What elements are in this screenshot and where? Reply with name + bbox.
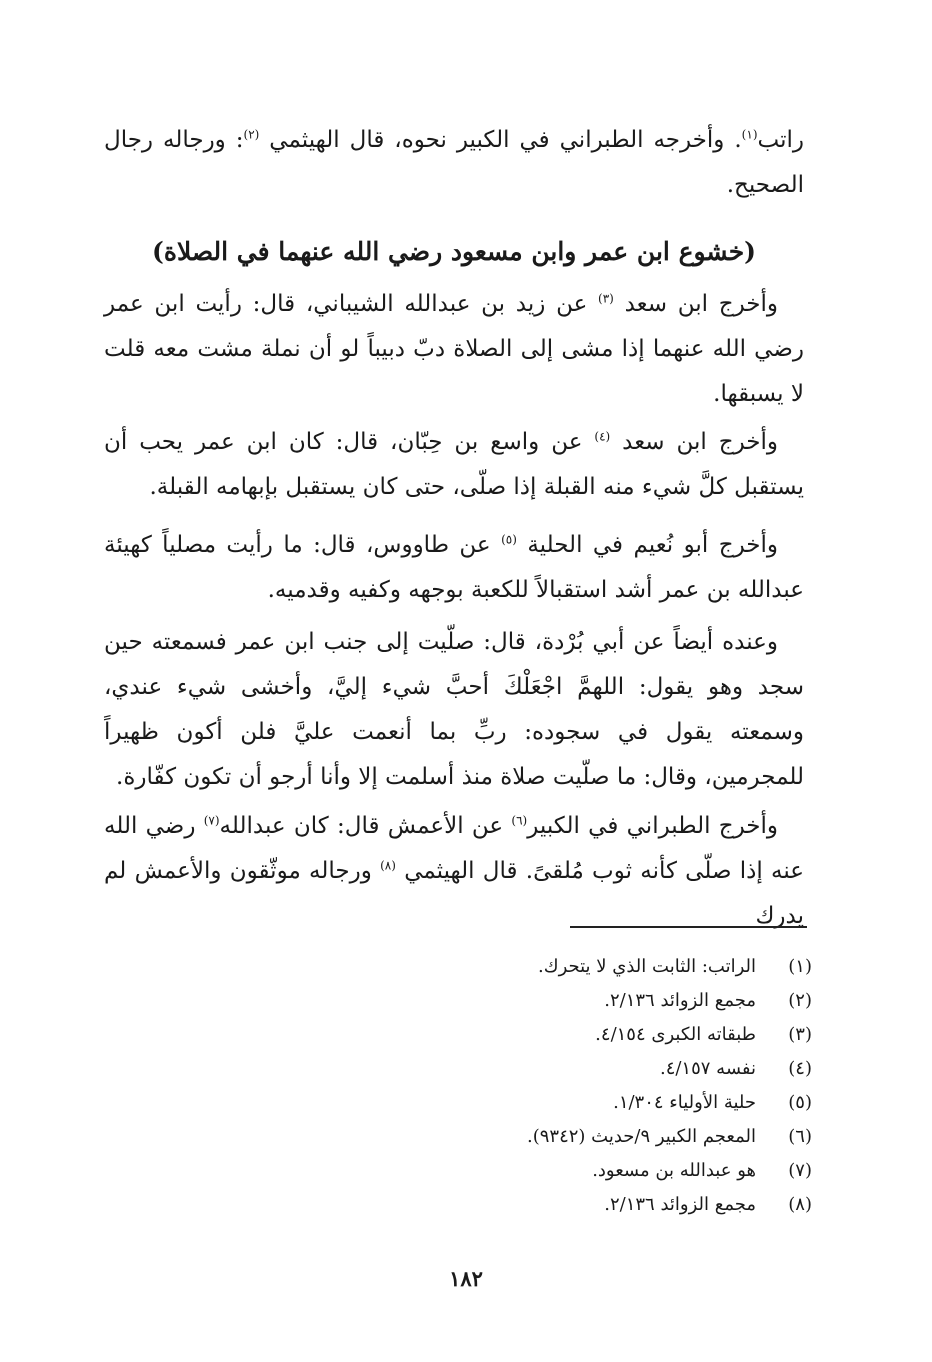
footnote-text: طبقاته الكبرى ٤/١٥٤. <box>595 1024 756 1045</box>
footnote-item <box>104 1120 812 1154</box>
paragraph-3 <box>104 523 804 613</box>
footnote-text: مجمع الزوائد ٢/١٣٦. <box>604 990 756 1011</box>
footnote-ref-3: (٣) <box>598 291 614 306</box>
footnote-divider <box>570 926 807 928</box>
footnote-ref-2: (٢) <box>243 127 260 142</box>
footnote-text: الراتب: الثابت الذي لا يتحرك. <box>538 956 756 977</box>
footnote-text: حلية الأولياء ١/٣٠٤. <box>613 1092 756 1113</box>
footnote-number: (٥) <box>788 1092 812 1113</box>
footnote-item <box>104 984 812 1018</box>
footnote-number: (٦) <box>788 1126 812 1147</box>
paragraph-2-text-a: وأخرج ابن سعد <box>622 429 778 455</box>
intro-text-3: : ورجاله رجال الصحيح. <box>104 127 804 198</box>
footnote-text: مجمع الزوائد ٢/١٣٦. <box>604 1194 756 1215</box>
footnote-item <box>104 1052 812 1086</box>
footnote-ref-1: (١) <box>741 127 758 142</box>
intro-text-1: راتب <box>757 127 804 153</box>
footnote-number: (٣) <box>788 1024 812 1045</box>
footnote-ref-5: (٥) <box>501 532 517 547</box>
paragraph-4 <box>104 620 804 800</box>
footnote-item <box>104 1018 812 1052</box>
footnote-ref-4: (٤) <box>594 429 611 444</box>
paragraph-1-text-b: عن زيد بن عبدالله الشيباني، قال: رأيت ابن عمر رضي الله عنهما إذا مشى إلى الصلاة دبّ دبيباً لو أن نملة مشت معه قلت لا يسبقها. <box>104 291 804 407</box>
paragraph-5-text-d: ورجاله موثّقون والأعمش لم يدرك <box>104 858 804 929</box>
paragraph-5-text-a: وأخرج الطبراني في الكبير <box>527 813 779 839</box>
paragraph-5 <box>104 804 804 939</box>
footnote-number: (٧) <box>788 1160 812 1181</box>
footnote-item <box>104 1188 812 1222</box>
footnote-number: (٨) <box>788 1194 812 1215</box>
intro-text-2: . وأخرجه الطبراني في الكبير نحوه، قال الهيثمي <box>269 127 742 153</box>
paragraph-1 <box>104 282 804 417</box>
footnote-ref-7: (٧) <box>203 813 220 828</box>
footnote-number: (٢) <box>788 990 812 1011</box>
paragraph-3-text-a: وأخرج أبو نُعيم في الحلية <box>527 532 778 558</box>
paragraph-3-text-b: عن طاووس، قال: ما رأيت مصلياً كهيئة عبدالله بن عمر أشد استقبالاً للكعبة بوجهه وكفيه وقدميه. <box>104 532 804 603</box>
section-heading: (خشوع ابن عمر وابن مسعود رضي الله عنهما في الصلاة) <box>152 237 756 266</box>
footnote-ref-6: (٦) <box>511 813 528 828</box>
footnote-item <box>104 1154 812 1188</box>
footnote-ref-8: (٨) <box>380 858 396 873</box>
paragraph-2-text-b: عن واسع بن حِبّان، قال: كان ابن عمر يحب أن يستقبل كلَّ شيء منه القبلة إذا صلّى، حتى كان يستقبل بإبهامه القبلة. <box>104 429 804 500</box>
footnote-item <box>104 1086 812 1120</box>
footnote-number: (٤) <box>788 1058 812 1079</box>
paragraph-2 <box>104 420 804 510</box>
footnote-text: نفسه ٤/١٥٧. <box>659 1058 756 1079</box>
paragraph-5-text-c: رضي الله عنه إذا صلّى كأنه ثوب مُلقىً. قال الهيثمي <box>104 813 805 884</box>
footnote-text: المعجم الكبير ٩/حديث (٩٣٤٢). <box>526 1126 756 1147</box>
intro-paragraph <box>104 118 804 208</box>
paragraph-4-text: وعنده أيضاً عن أبي بُرْدة، قال: صلّيت إلى جنب ابن عمر فسمعته حين سجد وهو يقول: اللهمَّ اجْعَلْكَ أحبَّ شيء إليَّ، وأخشى شيء عندي، وسمعته يقول في سجوده: ربِّ بما أنعمت عليَّ فلن أكون ظهيراً للمجرمين، وقال: ما صلّيت صلاة منذ أسلمت إلا وأنا أرجو أن تكون كفّارة. <box>104 629 804 790</box>
page-number: ١٨٢ <box>449 1266 483 1291</box>
footnote-number: (١) <box>788 956 812 977</box>
paragraph-5-text-b: عن الأعمش قال: كان عبدالله <box>219 813 504 839</box>
footnote-item <box>104 950 812 984</box>
paragraph-1-text-a: وأخرج ابن سعد <box>624 291 778 317</box>
footnotes-list <box>104 950 812 1222</box>
footnote-text: هو عبدالله بن مسعود. <box>592 1160 756 1181</box>
